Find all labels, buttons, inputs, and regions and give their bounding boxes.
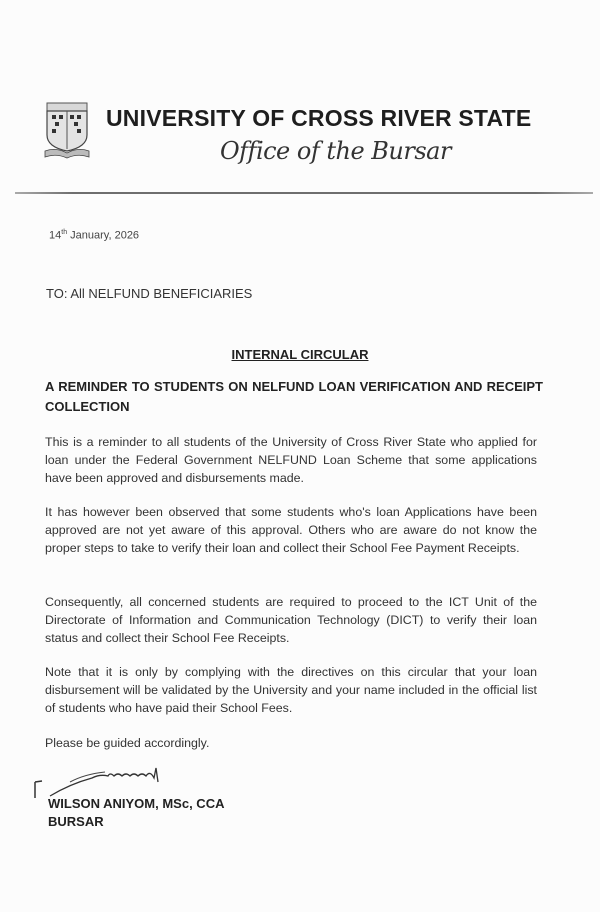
handwritten-signature-icon [30, 760, 180, 800]
header-divider [15, 192, 593, 194]
body-paragraph-2: It has however been observed that some students who's loan Applications have been approved are not yet aware of this approval. Others who are aware do not know the proper steps to take to verify their loan and collect their School Fee Payment Receipts. [45, 505, 537, 555]
body-paragraph-1: This is a reminder to all students of the University of Cross River State who applied for loan under the Federal Government NELFUND Loan Scheme that some applications have been approved and disbursements made. [45, 435, 537, 485]
body-paragraph-3: Consequently, all concerned students are required to proceed to the ICT Unit of the Directorate of Information and Communication Technology (DICT) to verify their loan status and collect their School Fee Receipts. [45, 595, 537, 645]
university-crest-icon [44, 101, 90, 159]
date-day: 14 [49, 229, 62, 242]
body-paragraph-4: Note that it is only by complying with the directives on this circular that your loan disbursement will be validated by the University and your name included in the official list of students who have paid their School Fees. [45, 665, 537, 715]
recipient-line: TO: All NELFUND BENEFICIARIES [46, 286, 253, 301]
letter-date [49, 229, 139, 242]
signatory-block [48, 795, 224, 831]
office-name: Office of the Bursar [220, 137, 451, 165]
letterhead [40, 97, 580, 187]
institution-name: UNIVERSITY OF CROSS RIVER STATE [106, 105, 532, 131]
signatory-title: BURSAR [48, 814, 104, 829]
subject-heading: A REMINDER TO STUDENTS ON NELFUND LOAN VERIFICATION AND RECEIPT COLLECTION [45, 379, 543, 414]
closing-line: Please be guided accordingly. [45, 736, 210, 750]
date-rest: January, 2026 [67, 229, 140, 242]
circular-title: INTERNAL CIRCULAR [231, 347, 369, 362]
date-suffix: th [61, 229, 68, 236]
signatory-name: WILSON ANIYOM, MSc, CCA [48, 796, 225, 811]
